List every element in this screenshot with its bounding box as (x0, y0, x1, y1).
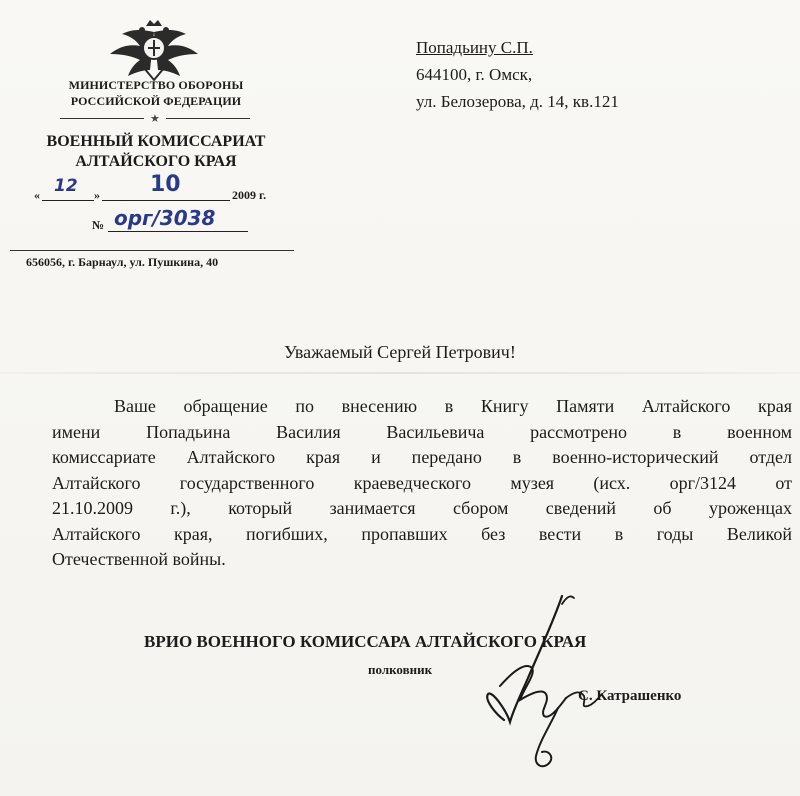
body-line: Алтайского края, погибших, пропавших без вести в годы Великой (52, 523, 792, 544)
recipient-city: 644100, г. Омск, (416, 65, 533, 84)
handwritten-signature (470, 590, 620, 790)
double-headed-eagle-emblem-icon (100, 18, 208, 82)
date-open-quote: « (34, 188, 40, 202)
commissariat-line-1: ВОЕННЫЙ КОМИССАРИАТ (46, 133, 266, 150)
reference-number: орг/3038 (114, 206, 216, 230)
signatory-name: С. Катрашенко (578, 688, 682, 704)
header-rule-right (166, 118, 250, 119)
ministry-line-1: МИНИСТЕРСТВО ОБОРОНЫ (68, 78, 244, 92)
body-line: Алтайского государственного краеведческого музея (исх. орг/3124 от (52, 472, 792, 493)
org-address: 656056, г. Барнаул, ул. Пушкина, 40 (26, 255, 219, 269)
date-field (34, 172, 284, 204)
commissariat-line-2: АЛТАЙСКОГО КРАЯ (75, 153, 237, 170)
header-rule-left (60, 118, 144, 119)
number-line (108, 231, 248, 232)
body-line: Отечественной войны. (52, 549, 226, 569)
date-day-line (42, 200, 94, 201)
body-line: Ваше обращение по внесению в Книгу Памяти Алтайского края (114, 396, 792, 416)
date-month: 10 (150, 172, 181, 197)
date-month-line (102, 200, 230, 201)
salutation: Уважаемый Сергей Петрович! (284, 342, 516, 362)
letter-body (52, 394, 792, 573)
date-day: 12 (54, 176, 78, 196)
body-line: 21.10.2009 г.), который занимается сбором сведений об уроженцах (52, 498, 792, 518)
paper-fold (0, 372, 800, 374)
recipient-street: ул. Белозерова, д. 14, кв.121 (416, 92, 619, 111)
body-line: комиссариате Алтайского края и передано в военно-исторический отдел (52, 447, 792, 467)
reference-number-field (92, 206, 282, 234)
number-sign: № (92, 218, 105, 232)
address-rule (10, 250, 294, 251)
star-icon: ★ (150, 113, 160, 125)
body-line: имени Попадьина Василия Васильевича рассмотрено в военном (52, 421, 792, 442)
recipient-name: Попадьину С.П. (416, 38, 533, 57)
date-close-quote: » (94, 188, 100, 202)
date-year: 2009 г. (232, 188, 267, 202)
signatory-title: ВРИО ВОЕННОГО КОМИССАРА АЛТАЙСКОГО КРАЯ (144, 632, 587, 651)
ministry-line-2: РОССИЙСКОЙ ФЕДЕРАЦИИ (70, 94, 242, 108)
signatory-rank: полковник (368, 662, 433, 677)
